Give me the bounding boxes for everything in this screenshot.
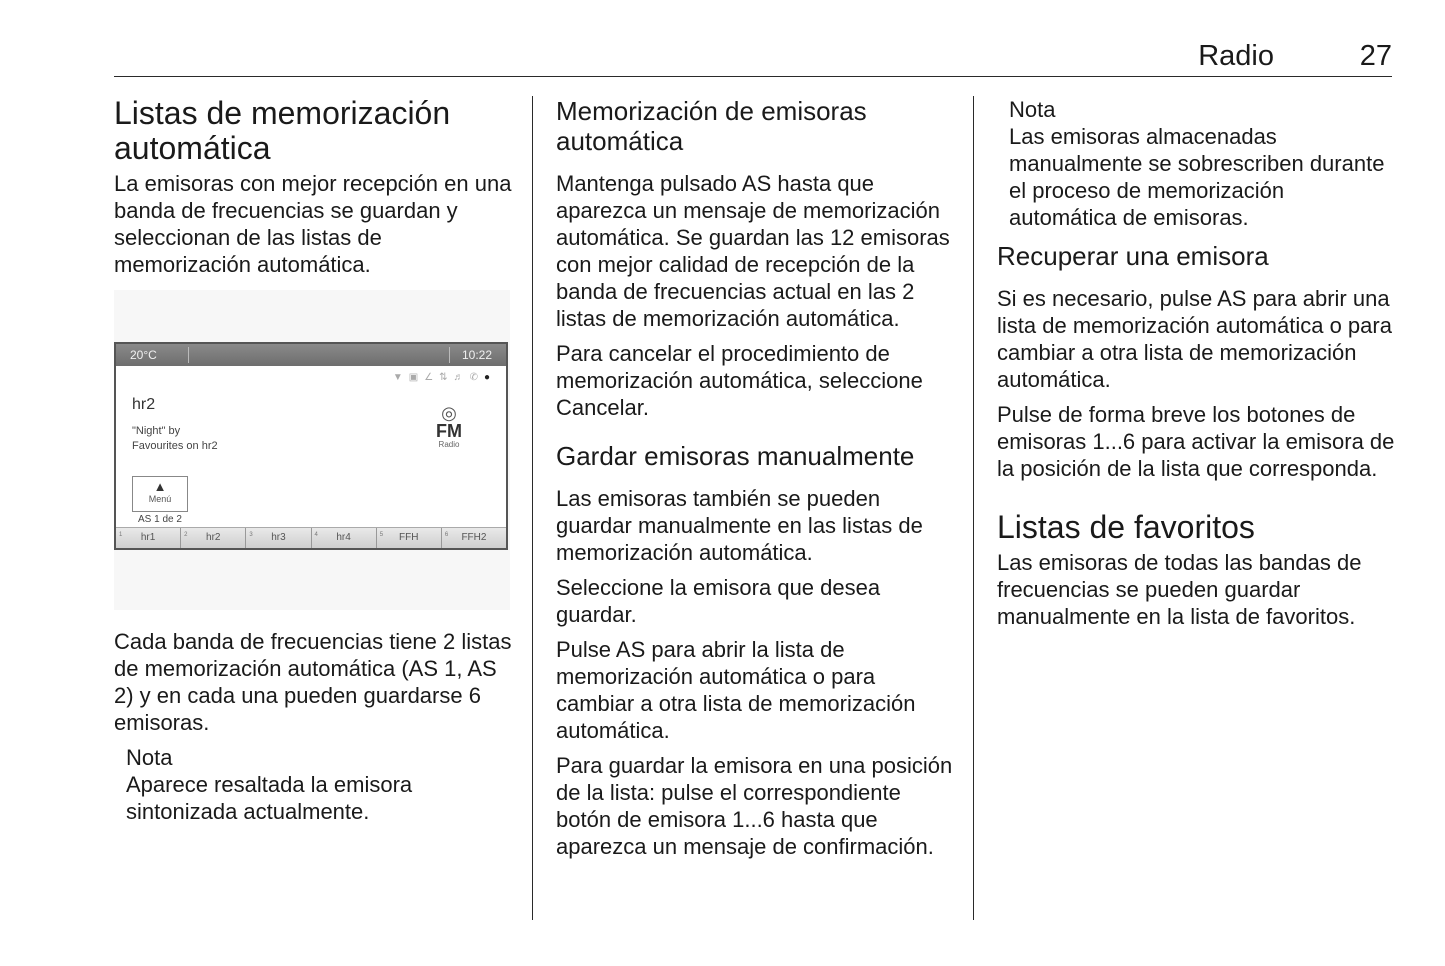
shuffle-icon: ⇅ — [439, 372, 454, 383]
heading-favourites: Listas de favoritos — [997, 509, 1255, 545]
paragraph: Cada banda de frecuencias tiene 2 listas de memorización automática (AS 1, AS 2) y en cada una pueden guardarse 6 emisoras. — [114, 629, 512, 735]
track-line-2: Favourites on hr2 — [132, 440, 218, 452]
column-3 — [997, 96, 1397, 638]
menu-icon: ▲ — [153, 479, 167, 494]
preset-button[interactable] — [441, 528, 506, 548]
menu-label: Menú — [148, 494, 172, 504]
status-icons — [393, 372, 496, 383]
heading-auto-store: Memorización de emisoras automática — [556, 96, 867, 156]
column-2 — [556, 96, 956, 868]
preset-label: hr3 — [271, 532, 286, 543]
radio-screen-figure — [114, 290, 510, 610]
share-icon: ∠ — [424, 372, 440, 383]
station-name: hr2 — [132, 396, 156, 413]
infotainment-screen — [114, 342, 508, 550]
paragraph: La emisoras con mejor recepción en una banda de frecuencias se guardan y seleccionan de las listas de memorización automática. — [114, 171, 512, 277]
autostore-list-label: AS 1 de 2 — [138, 514, 182, 525]
paragraph: Mantenga pulsado AS hasta que aparezca un mensaje de memorización automática. Se guardan las 12 emisoras con mejor calidad de recepción de la banda de frecuencias actual en las 2 listas de memorización automática. — [556, 171, 950, 331]
preset-label: hr4 — [336, 532, 351, 543]
screen-top-bar — [116, 344, 506, 366]
paragraph: Seleccione la emisora que desea guardar. — [556, 575, 881, 627]
menu-button[interactable] — [132, 476, 188, 512]
section-title: Radio — [1198, 40, 1274, 72]
fm-source-indicator — [436, 404, 462, 449]
paragraph: Para guardar la emisora en una posición de la lista: pulse el correspondiente botón de emisora 1...6 hasta que aparezca un mensaje de confirmación. — [556, 753, 953, 859]
preset-bar — [116, 527, 506, 548]
preset-label: FFH2 — [461, 532, 487, 543]
heading-auto-lists: Listas de memorización automática — [114, 95, 451, 166]
preset-button[interactable] — [245, 528, 310, 548]
page-header — [114, 38, 1392, 77]
note-text: Aparece resaltada la emisora sintonizada actualmente. — [126, 772, 413, 824]
paragraph: Las emisoras de todas las bandas de frecuencias se pueden guardar manualmente en la lista de favoritos. — [997, 550, 1362, 629]
preset-label: hr2 — [206, 532, 221, 543]
paragraph: Pulse de forma breve los botones de emisoras 1...6 para activar la emisora de la posición de la lista que corresponda. — [997, 402, 1395, 481]
divider — [449, 347, 450, 363]
note-box — [126, 744, 514, 825]
note-text: Las emisoras almacenadas manualmente se sobrescriben durante el proceso de memorización automática de emisoras. — [1009, 124, 1385, 230]
source-band: FM — [436, 421, 462, 441]
preset-number: 1 — [119, 532, 123, 538]
preset-button[interactable] — [376, 528, 441, 548]
clock-readout: 10:22 — [461, 348, 492, 362]
preset-button[interactable] — [311, 528, 376, 548]
page-number: 27 — [1359, 40, 1392, 72]
wifi-icon: ▼ — [392, 372, 409, 383]
mute-icon: ♬ — [453, 372, 470, 383]
bluetooth-icon: ● — [483, 372, 496, 383]
preset-label: hr1 — [140, 532, 156, 543]
note-box — [1009, 96, 1397, 231]
paragraph: Las emisoras también se pueden guardar manualmente en las listas de memorización automática. — [556, 486, 923, 565]
source-label: Radio — [438, 440, 460, 449]
note-title: Nota — [1009, 97, 1056, 122]
column-divider — [532, 96, 533, 920]
divider — [188, 347, 189, 363]
preset-number: 5 — [379, 532, 384, 538]
temperature-readout: 20°C — [130, 348, 157, 362]
paragraph: Si es necesario, pulse AS para abrir una lista de memorización automática o para cambiar a otra lista de memorización automática. — [997, 286, 1392, 392]
note-title: Nota — [126, 745, 173, 770]
heading-manual-store: Gardar emisoras manualmente — [556, 441, 915, 471]
column-1 — [114, 96, 514, 825]
paragraph: Para cancelar el procedimiento de memorización automática, seleccione Cancelar. — [556, 341, 923, 420]
heading-recall-station: Recuperar una emisora — [997, 241, 1269, 271]
preset-button[interactable] — [180, 528, 245, 548]
preset-number: 3 — [249, 532, 253, 538]
preset-number: 2 — [184, 532, 188, 538]
column-divider — [973, 96, 974, 920]
preset-label: FFH — [399, 532, 419, 543]
track-line-1: "Night" by — [132, 425, 181, 437]
antenna-icon: ◎ — [441, 403, 457, 423]
preset-number: 4 — [314, 532, 318, 538]
preset-number: 6 — [444, 532, 449, 538]
signal-icon: ▣ — [408, 372, 425, 383]
track-info — [132, 424, 218, 454]
phone-icon: ✆ — [469, 372, 484, 383]
preset-button[interactable] — [116, 528, 180, 548]
paragraph: Pulse AS para abrir la lista de memorización automática o para cambiar a otra lista de memorización automática. — [556, 637, 916, 743]
